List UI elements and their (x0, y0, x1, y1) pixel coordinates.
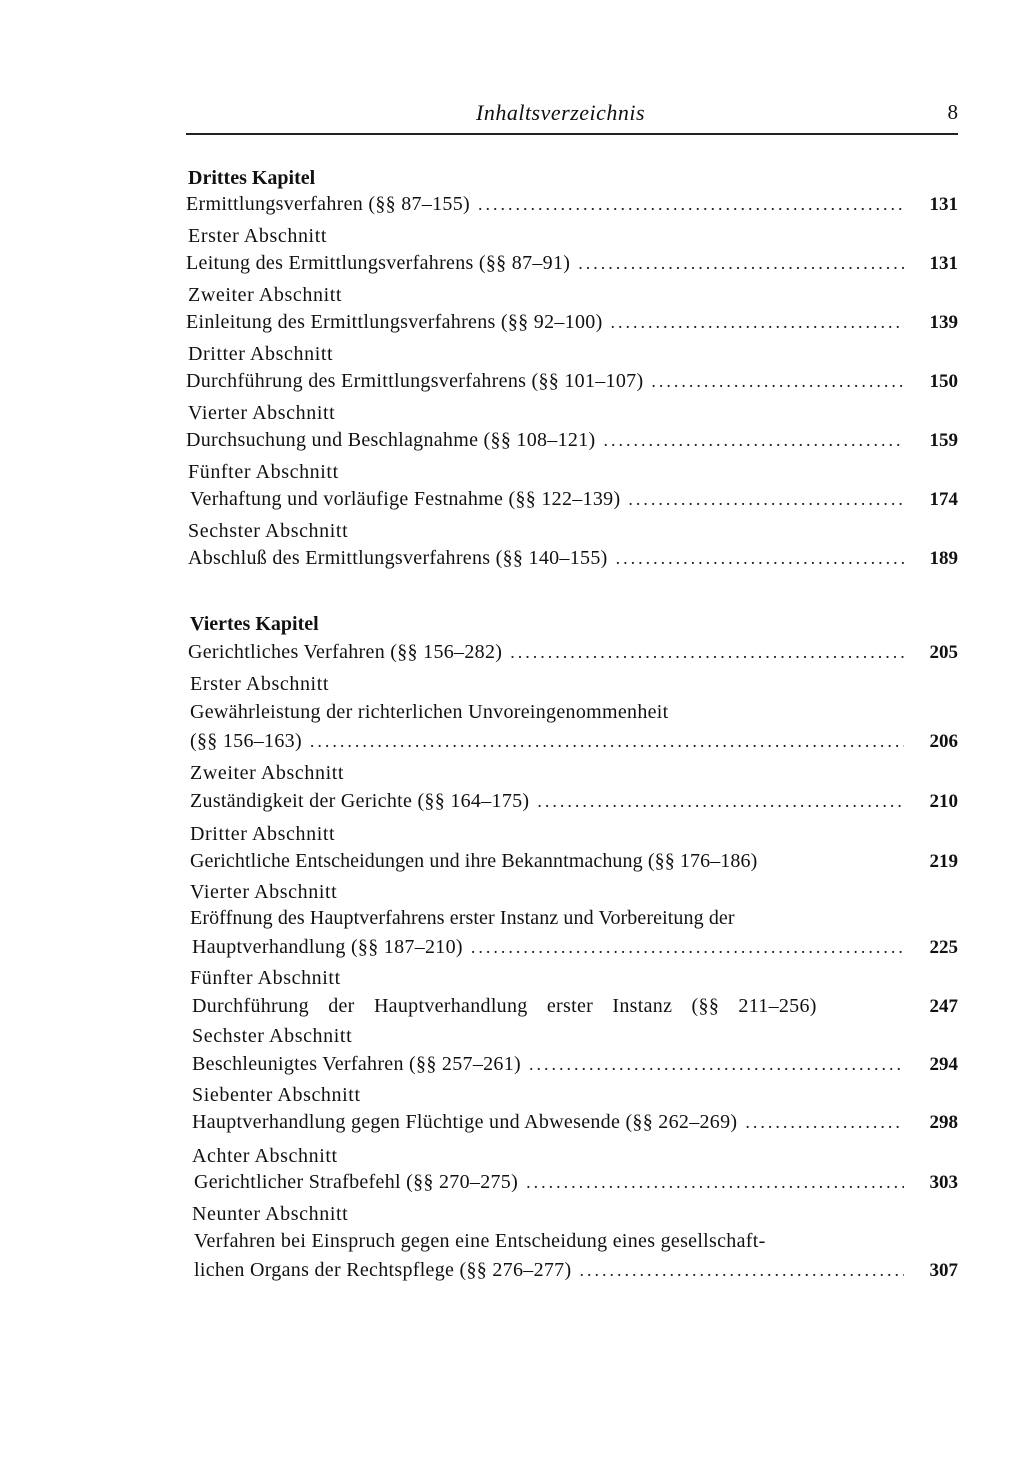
section-label: Neunter Abschnitt (192, 1203, 349, 1225)
page-number: 8 (947, 100, 958, 124)
entry-page-number: 150 (929, 371, 958, 392)
toc-entry (186, 1259, 958, 1287)
entry-title: Abschluß des Ermittlungsverfahrens (§§ 140–155) (188, 547, 608, 569)
entry-title: Verhaftung und vorläufige Festnahme (§§ 122–139) (190, 488, 621, 510)
dot-leader (578, 253, 904, 274)
toc-entry (186, 936, 958, 964)
entry-title: Gerichtliches Verfahren (§§ 156–282) (188, 641, 503, 663)
entry-title: Hauptverhandlung (§§ 187–210) (192, 936, 463, 958)
toc-entry (186, 995, 958, 1023)
toc-entry (186, 193, 958, 221)
entry-title: Zuständigkeit der Gerichte (§§ 164–175) (190, 790, 530, 812)
entry-title: Ermittlungsverfahren (§§ 87–155) (186, 193, 470, 215)
toc-entry (186, 730, 958, 758)
entry-page-number: 131 (929, 253, 958, 274)
section-label: Vierter Abschnitt (188, 402, 336, 424)
section-label: Vierter Abschnitt (190, 881, 338, 903)
toc-entry (186, 370, 958, 398)
section-label: Sechster Abschnitt (188, 520, 349, 542)
entry-title: Durchführung der Hauptverhandlung erster Instanz (§§ 211–256) (192, 995, 817, 1017)
dot-leader (526, 1172, 904, 1193)
dot-leader (478, 194, 904, 215)
entry-page-number: 205 (929, 642, 958, 663)
dot-leader (510, 642, 904, 663)
section-label: Dritter Abschnitt (188, 343, 334, 365)
entry-title-line: Verfahren bei Einspruch gegen eine Entscheidung eines gesellschaft- (194, 1230, 766, 1252)
entry-title: Durchsuchung und Beschlagnahme (§§ 108–121) (186, 429, 596, 451)
toc-entry (186, 1111, 958, 1139)
dot-leader (611, 312, 904, 333)
dot-leader (537, 791, 904, 812)
entry-page-number: 307 (929, 1260, 958, 1281)
section-label: Fünfter Abschnitt (190, 967, 341, 989)
dot-leader (529, 1054, 904, 1075)
section-label: Achter Abschnitt (192, 1145, 338, 1167)
entry-page-number: 298 (929, 1112, 958, 1133)
entry-title: Einleitung des Ermittlungsverfahrens (§§ 92–100) (186, 311, 603, 333)
chapter-heading: Viertes Kapitel (190, 613, 319, 635)
entry-page-number: 174 (929, 489, 958, 510)
entry-title: Gerichtlicher Strafbefehl (§§ 270–275) (194, 1171, 519, 1193)
toc-entry (186, 547, 958, 575)
entry-page-number: 139 (929, 312, 958, 333)
entry-title: Gerichtliche Entscheidungen und ihre Bekanntmachung (§§ 176–186) (190, 850, 758, 872)
section-label: Dritter Abschnitt (190, 823, 336, 845)
dot-leader (471, 937, 904, 958)
entry-title-line: Eröffnung des Hauptverfahrens erster Instanz und Vorbereitung der (190, 907, 735, 929)
running-title: Inhaltsverzeichnis (476, 100, 646, 125)
entry-title: Beschleunigtes Verfahren (§§ 257–261) (192, 1053, 521, 1075)
dot-leader (745, 1112, 904, 1133)
section-label: Zweiter Abschnitt (188, 284, 343, 306)
toc-entry (186, 850, 958, 878)
running-header (186, 96, 958, 130)
entry-page-number: 247 (929, 996, 958, 1017)
entry-title: Hauptverhandlung gegen Flüchtige und Abwesende (§§ 262–269) (192, 1111, 738, 1133)
entry-page-number: 225 (929, 937, 958, 958)
entry-page-number: 294 (929, 1054, 958, 1075)
section-label: Siebenter Abschnitt (192, 1084, 361, 1106)
section-label: Erster Abschnitt (190, 673, 330, 695)
toc-entry (186, 790, 958, 818)
entry-title: Durchführung des Ermittlungsverfahrens (§§ 101–107) (186, 370, 644, 392)
entry-page-number: 206 (929, 731, 958, 752)
toc-entry (186, 252, 958, 280)
section-label: Erster Abschnitt (188, 225, 328, 247)
entry-title: Leitung des Ermittlungsverfahrens (§§ 87–91) (186, 252, 571, 274)
toc-entry (186, 311, 958, 339)
entry-page-number: 219 (929, 851, 958, 872)
dot-leader (603, 430, 904, 451)
section-label: Zweiter Abschnitt (190, 762, 345, 784)
header-rule (186, 133, 958, 135)
dot-leader (579, 1260, 904, 1281)
toc-entry (186, 1053, 958, 1081)
section-label: Fünfter Abschnitt (188, 461, 339, 483)
toc-entry (186, 488, 958, 516)
entry-page-number: 131 (929, 194, 958, 215)
entry-title: (§§ 156–163) (190, 730, 302, 752)
dot-leader (651, 371, 904, 392)
entry-page-number: 210 (929, 791, 958, 812)
toc-entry (186, 429, 958, 457)
entry-title-line: Gewährleistung der richterlichen Unvoreingenommenheit (190, 701, 669, 723)
toc-entry (186, 1171, 958, 1199)
dot-leader (310, 731, 904, 752)
chapter-heading: Drittes Kapitel (188, 167, 316, 189)
toc-entry (186, 641, 958, 669)
section-label: Sechster Abschnitt (192, 1025, 353, 1047)
entry-page-number: 189 (929, 548, 958, 569)
dot-leader (616, 548, 904, 569)
dot-leader (628, 489, 904, 510)
entry-page-number: 159 (929, 430, 958, 451)
entry-page-number: 303 (929, 1172, 958, 1193)
entry-title: lichen Organs der Rechtspflege (§§ 276–277) (194, 1259, 572, 1281)
